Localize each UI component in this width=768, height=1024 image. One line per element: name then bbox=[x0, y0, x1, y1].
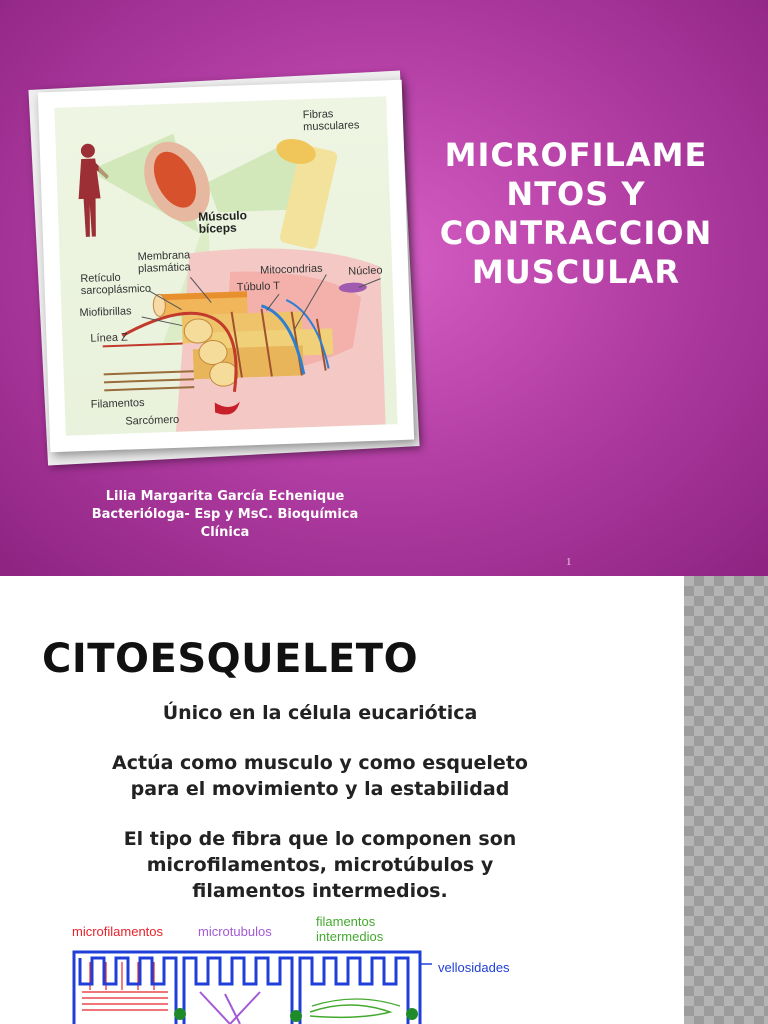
label-filamentos-intermedios: filamentos intermedios bbox=[316, 914, 384, 944]
label-linea-z: Línea Z bbox=[90, 331, 128, 345]
label-musculo: Músculo bíceps bbox=[198, 208, 248, 236]
decorative-pattern-strip bbox=[684, 576, 768, 1024]
label-microfilamentos: microfilamentos bbox=[72, 924, 164, 939]
photo-frame bbox=[38, 80, 414, 452]
human-figure bbox=[77, 143, 111, 237]
cytoskeleton-diagram bbox=[60, 912, 560, 1024]
slide-2 bbox=[0, 576, 768, 1024]
label-tubulo: Túbulo T bbox=[236, 280, 281, 294]
label-miofibrillas: Miofibrillas bbox=[79, 305, 132, 320]
label-reticulo: Retículo sarcoplásmico bbox=[80, 271, 152, 298]
paragraph-2: Actúa como musculo y como esqueleto para el movimiento y la estabilidad bbox=[112, 752, 528, 800]
muscle-diagram bbox=[54, 96, 397, 435]
paragraph-1: Único en la célula eucariótica bbox=[162, 702, 478, 724]
paragraph-3: El tipo de fibra que lo componen son microfilamentos, microtúbulos y filamentos intermedios. bbox=[123, 828, 517, 902]
label-microtubulos: microtubulos bbox=[198, 924, 272, 939]
slide-number: 1 bbox=[566, 556, 572, 568]
cell-membrane-illustration bbox=[60, 912, 560, 1024]
label-filamentos: Filamentos bbox=[90, 396, 145, 411]
label-mitocondrias: Mitocondrias bbox=[259, 262, 323, 277]
author-credits: Lilia Margarita García Echenique Bacterióloga- Esp y MsC. Bioquímica Clínica bbox=[91, 489, 359, 540]
label-vellosidades: vellosidades bbox=[438, 960, 510, 975]
label-fibras: Fibras musculares bbox=[302, 108, 360, 134]
label-membrana: Membrana plasmática bbox=[137, 249, 191, 276]
slide-2-title: CITOESQUELETO bbox=[42, 636, 419, 682]
slide-1-title: MICROFILAME NTOS Y CONTRACCION MUSCULAR bbox=[439, 136, 713, 291]
label-sarcomero: Sarcómero bbox=[125, 413, 180, 428]
label-nucleo: Núcleo bbox=[348, 264, 383, 278]
muscle-anatomy-illustration bbox=[54, 96, 397, 435]
